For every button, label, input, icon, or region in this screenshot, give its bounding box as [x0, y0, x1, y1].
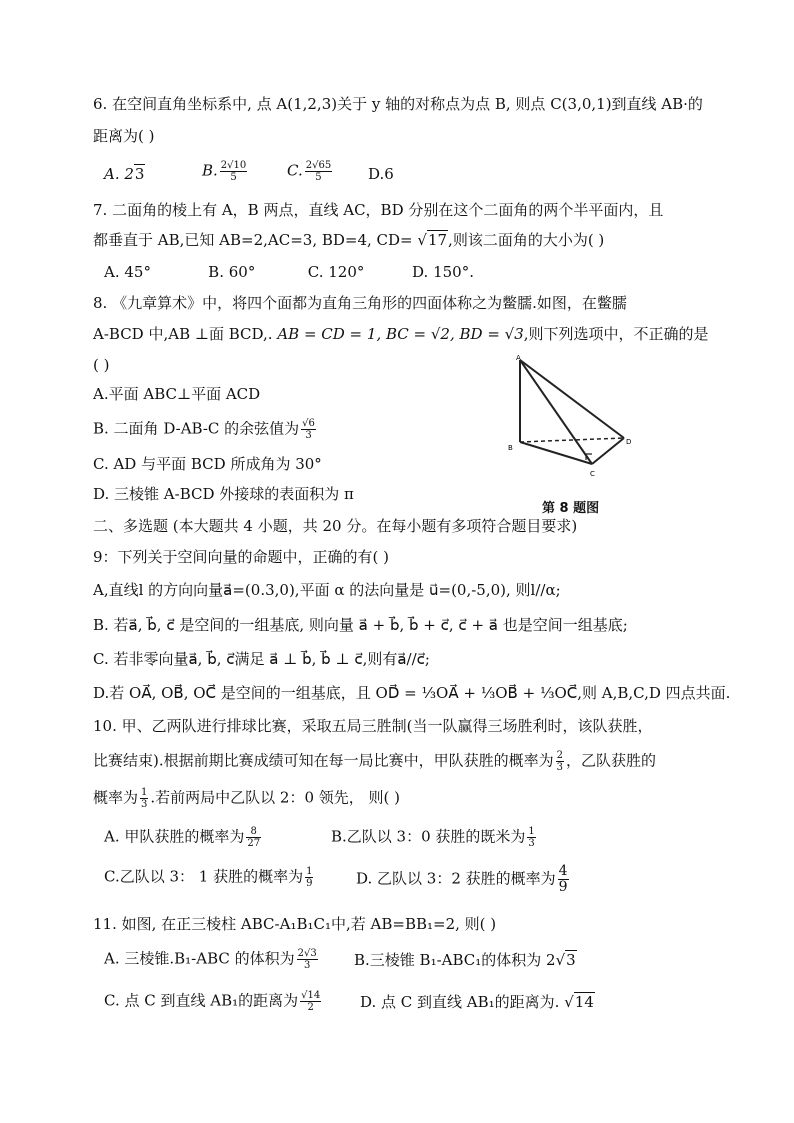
- q6-option-c: C. $\frac{2√65}{5}$: [287, 160, 332, 183]
- q10-stem-line3: 概率为 $\frac{1}{3}$ .若前两局中乙队以 2：0 领先， 则( ): [93, 787, 401, 810]
- q10-stem-line1: 10. 甲、乙两队进行排球比赛，采取五局三胜制(当一队赢得三场胜利时，该队获胜，: [93, 717, 653, 735]
- q11-stem: 11. 如图, 在正三棱柱 ABC-A₁B₁C₁中,若 AB=BB₁=2, 则( ): [93, 915, 497, 933]
- q8-option-c: C. AD 与平面 BCD 所成角为 30°: [93, 455, 322, 473]
- q8-stem-line1: 8. 《九章算术》中，将四个面都为直角三角形的四面体称之为鳖臑.如图，在鳖臑: [93, 294, 627, 312]
- q6-option-a: A. 23: [104, 165, 145, 183]
- edge-ac: [520, 360, 592, 464]
- edge-bd: [520, 438, 624, 442]
- q9-option-a: A,直线l 的方向向量a⃗=(0.3,0),平面 α 的法向量是 u⃗=(0,-5,0), 则l//α;: [93, 581, 561, 599]
- q10-option-c: C.乙队以 3： 1 获胜的概率为 $\frac{1}{9}$: [104, 866, 313, 889]
- section-heading: 二、多选题 (本大题共 4 小题，共 20 分。在每小题有多项符合题目要求): [93, 517, 578, 535]
- q7-options: A. 45° B. 60° C. 120° D. 150°.: [104, 263, 474, 281]
- label-d: D: [626, 438, 632, 446]
- q6-stem-line1: 6. 在空间直角坐标系中, 点 A(1,2,3)关于 y 轴的对称点为点 B, 则点 C(3,0,1)到直线 AB·的: [93, 95, 703, 113]
- q7-stem-line2: 都垂直于 AB,已知 AB=2,AC=3, BD=4, CD= √17,则该二面角的大小为( ): [93, 231, 605, 249]
- q9-option-d: D.若 OA⃗, OB⃗, OC⃗ 是空间的一组基底，且 OD⃗ = ⅓OA⃗ + ⅓OB⃗ + ⅓OC⃗,则 A,B,C,D 四点共面.: [93, 684, 731, 702]
- label-b: B: [508, 444, 513, 452]
- q8-option-a: A.平面 ABC⊥平面 ACD: [93, 385, 261, 403]
- q7-stem-line1: 7. 二面角的棱上有 A，B 两点，直线 AC，BD 分别在这个二面角的两个半平面内，且: [93, 201, 664, 219]
- q10-option-b: B.乙队以 3：0 获胜的既米为 $\frac{1}{3}$: [331, 826, 535, 849]
- edge-cd: [592, 438, 624, 464]
- q10-stem-line2: 比赛结束).根据前期比赛成绩可知在每一局比赛中，甲队获胜的概率为 $\frac{2}{3}$ ，乙队获胜的: [93, 750, 657, 773]
- label-c: C: [590, 470, 595, 478]
- q8-stem-line2: A-BCD 中,AB ⊥面 BCD,. AB = CD = 1, BC = √2, BD = √3,则下列选项中，不正确的是: [93, 325, 709, 343]
- tetrahedron-figure: [502, 354, 632, 514]
- q9-option-c: C. 若非零向量a⃗, b⃗, c⃗满足 a⃗ ⊥ b⃗, b⃗ ⊥ c⃗,则有a⃗//c⃗;: [93, 650, 430, 668]
- q6-option-b: B. $\frac{2√10}{5}$: [202, 160, 247, 183]
- label-a: A: [516, 354, 521, 362]
- figure-caption: 第 8 题图: [542, 501, 600, 516]
- q11-option-d: D. 点 C 到直线 AB₁的距离为. √14: [360, 993, 594, 1011]
- q6-option-d: D.6: [368, 165, 394, 183]
- q10-option-d: D. 乙队以 3：2 获胜的概率为 $\frac{4}{9}$: [356, 863, 568, 895]
- q9-stem: 9：下列关于空间向量的命题中，正确的有( ): [93, 548, 390, 566]
- q8-option-b: B. 二面角 D-AB-C 的余弦值为 $\frac{√6}{3}$: [93, 418, 315, 441]
- q10-option-a: A. 甲队获胜的概率为 $\frac{8}{27}$: [104, 826, 261, 849]
- q8-stem-line3: ( ): [93, 356, 110, 374]
- edge-ad: [520, 360, 624, 438]
- q11-option-b: B.三棱锥 B₁-ABC₁的体积为 2√3: [354, 951, 576, 969]
- q11-option-c: C. 点 C 到直线 AB₁的距离为 $\frac{√14}{2}$: [104, 990, 321, 1013]
- q8-option-d: D. 三棱锥 A-BCD 外接球的表面积为 π: [93, 485, 354, 503]
- q6-stem-line2: 距离为( ): [93, 127, 155, 145]
- edge-bc: [520, 442, 592, 464]
- q11-option-a: A. 三棱锥.B₁-ABC 的体积为 $\frac{2√3}{3}$: [104, 948, 317, 971]
- q9-option-b: B. 若a⃗, b⃗, c⃗ 是空间的一组基底, 则向量 a⃗ + b⃗, b⃗ + c⃗, c⃗ + a⃗ 也是空间一组基底;: [93, 616, 628, 634]
